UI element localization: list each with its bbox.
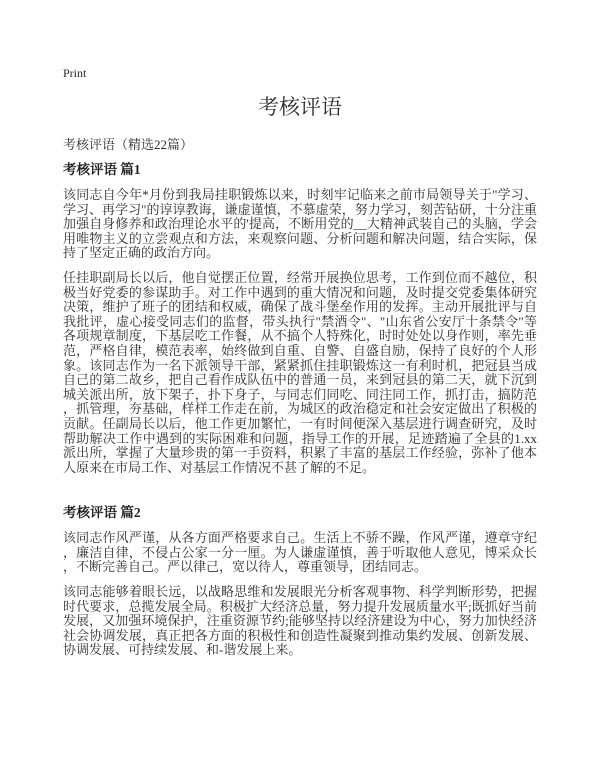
paragraph: 该同志能够着眼长远，以战略思维和发展眼光分析客观事物、科学判断形势，把握时代要求，总揽发展全局。积极扩大经济总量，努力提升发展质量水平;既抓好当前发展，又加强环境保护，注重资源节约;能够坚持以经济建设为中心，努力加快经济社会协调发展，真正把各方面的积极性和创造性凝聚到推动集约发展、创新发展、协调发展、可持续发展、和-谐发展上来。 [63,584,537,658]
paragraph: 该同志自今年*月份到我局挂职锻炼以来，时刻牢记临来之前市局领导关于"学习、学习、再学习"的谆谆教诲，谦虚谨慎，不慕虚荣，努力学习，刻苦钻研，十分注重加强自身修养和政治理论水平的'提高，不断用党的__大精神武装自己的头脑，学会用唯物主义的立尝观点和方法，来观察问题、分析问题和解决问题，结合实际，保持了坚定正确的政治方向。 [63,187,537,261]
page-title: 考核评语 [258,95,342,119]
section-heading-2: 考核评语 篇2 [63,505,141,521]
section-1 [63,162,537,475]
subtitle: 考核评语（精选22篇） [63,137,194,152]
paragraph: 该同志作风严谨，从各方面严格要求自己。生活上不骄不躁，作风严谨，遵章守纪，廉洁自律，不侵占公家一分一厘。为人谦虚谨慎，善于听取他人意见，博采众长，不断完善自己。严以律己，宽以待人，尊重领导，团结同志。 [63,530,537,575]
print-link[interactable]: Print [63,66,87,80]
section-heading-1: 考核评语 篇1 [63,162,141,177]
section-2 [63,505,537,658]
paragraph: 任挂职副局长以后，他自觉摆正位置，经常开展换位思考，工作到位而不越位，积极当好党委的参谋助手。对工作中遇到的重大情况和问题，及时提交党委集体研究决策，维护了班子的团结和权威，确保了战斗堡垒作用的发挥。主动开展批评与自我批评，虚心接受同志们的监督，带头执行"禁酒令"、"山东省公安厅十条禁令"等各项规章制度，下基层吃工作餐，从不搞个人特殊化，时时处处以身作则，率先垂范，严格自律，模范表率，始终做到自重、自警、自盛自励，保持了良好的个人形象。该同志作为一名下派领导干部，紧紧抓住挂职锻炼这一有利时机，把冠县当成自己的第二故乡，把自己看作成队伍中的普通一员，来到冠县的第二天，就下沉到城关派出所，放下架子，扑下身子，与同志们同吃、同注同工作，抓打击，搞防范，抓管理，夯基础，样样工作走在前，为城区的政治稳定和社会安定做出了积极的贡献。任副局长以后，他工作更加繁忙，一有时间便深入基层进行调查研究，及时帮助解决工作中遇到的实际困难和问题，指导工作的开展，足迹踏遍了全县的1.xx派出所，掌握了大量珍贵的第一手资料，积累了丰富的基层工作经验，弥补了他本人原来在市局工作、对基层工作情况不甚了解的不足。 [63,269,537,475]
